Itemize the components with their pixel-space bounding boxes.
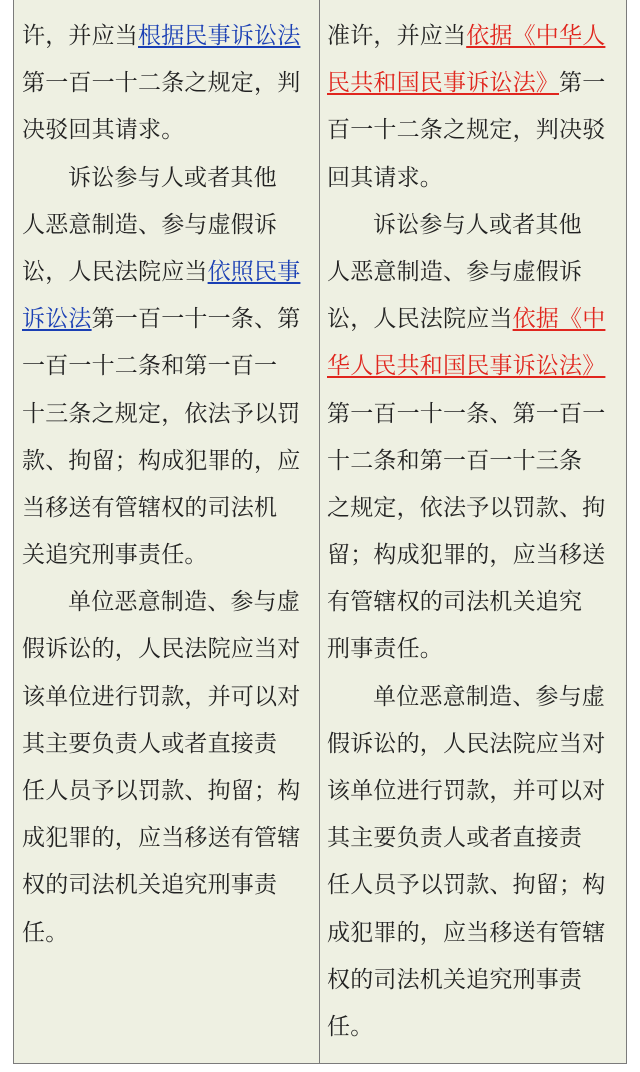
text-line: 假诉讼的，人民法院应当对 xyxy=(327,730,606,757)
text-line: 有管辖权的司法机关追究 xyxy=(327,589,583,616)
text-span: 讼，人民法院应当 xyxy=(22,258,208,285)
right-column-new-text xyxy=(327,0,619,1051)
text-line: 十三条之规定，依法予以罚 xyxy=(22,400,301,427)
text-line: 假诉讼的，人民法院应当对 xyxy=(22,636,301,663)
text-line xyxy=(22,296,314,343)
text-line: 任。 xyxy=(327,1013,374,1040)
amended-statute-reference[interactable]: 依据《中 xyxy=(512,306,606,333)
text-line: 权的司法机关追究刑事责 xyxy=(327,966,583,993)
text-line: 回其请求。 xyxy=(327,164,443,191)
paragraph-start-line: 单位恶意制造、参与虚 xyxy=(68,589,300,616)
amended-statute-reference[interactable]: 华人民共和国民事诉讼法》 xyxy=(327,353,606,380)
text-line: 刑事责任。 xyxy=(327,636,443,663)
text-line xyxy=(327,296,619,343)
text-span: 讼，人民法院应当 xyxy=(327,306,513,333)
amended-statute-reference[interactable]: 民共和国民事诉讼法》 xyxy=(327,70,559,97)
statute-reference-link[interactable]: 诉讼法 xyxy=(22,306,92,333)
text-line: 十二条和第一百一十三条 xyxy=(327,447,583,474)
text-line: 任人员予以罚款、拘留；构 xyxy=(327,872,606,899)
text-line: 第一百一十一条、第一百一 xyxy=(327,400,606,427)
column-divider xyxy=(319,0,320,1063)
text-line: 关追究刑事责任。 xyxy=(22,542,208,569)
text-line: 留；构成犯罪的，应当移送 xyxy=(327,542,606,569)
text-line: 款、拘留；构成犯罪的，应 xyxy=(22,447,301,474)
text-span: 许，并应当 xyxy=(22,23,138,49)
text-line: 成犯罪的，应当移送有管辖 xyxy=(327,919,606,946)
amended-statute-reference[interactable]: 依据《中华人 xyxy=(466,23,606,49)
text-line: 该单位进行罚款，并可以对 xyxy=(22,683,301,710)
text-line: 之规定，依法予以罚款、拘 xyxy=(327,494,606,521)
text-line: 成犯罪的，应当移送有管辖 xyxy=(22,825,301,852)
text-span: 第一 xyxy=(559,70,606,97)
comparison-table xyxy=(13,0,627,1064)
text-line: 其主要负责人或者直接责 xyxy=(22,730,278,757)
text-line xyxy=(327,13,619,60)
paragraph-start-line: 诉讼参与人或者其他 xyxy=(68,164,277,191)
text-line xyxy=(327,60,619,107)
text-line: 权的司法机关追究刑事责 xyxy=(22,872,278,899)
text-line: 百一十二条之规定，判决驳 xyxy=(327,117,606,144)
text-line xyxy=(22,13,314,60)
text-span: 第一百一十一条、第 xyxy=(91,306,301,333)
text-line: 其主要负责人或者直接责 xyxy=(327,825,583,852)
text-line: 该单位进行罚款，并可以对 xyxy=(327,778,606,804)
statute-reference-link[interactable]: 依照民事 xyxy=(207,258,301,285)
statute-reference-link[interactable]: 根据民事诉讼法 xyxy=(138,23,301,49)
left-column-old-text xyxy=(22,0,314,957)
text-span: 准许，并应当 xyxy=(327,23,467,49)
text-line xyxy=(327,343,619,390)
text-line: 人恶意制造、参与虚假诉 xyxy=(22,211,278,238)
text-line: 决驳回其请求。 xyxy=(22,117,185,144)
text-line: 第一百一十二条之规定，判 xyxy=(22,70,301,97)
text-line: 当移送有管辖权的司法机 xyxy=(22,494,278,521)
text-line: 一百一十二条和第一百一 xyxy=(22,353,278,380)
paragraph-start-line: 诉讼参与人或者其他 xyxy=(373,211,582,238)
text-line: 任人员予以罚款、拘留；构 xyxy=(22,778,301,804)
text-line xyxy=(22,249,314,296)
text-line: 任。 xyxy=(22,919,69,946)
text-line: 人恶意制造、参与虚假诉 xyxy=(327,258,583,285)
paragraph-start-line: 单位恶意制造、参与虚 xyxy=(373,683,605,710)
